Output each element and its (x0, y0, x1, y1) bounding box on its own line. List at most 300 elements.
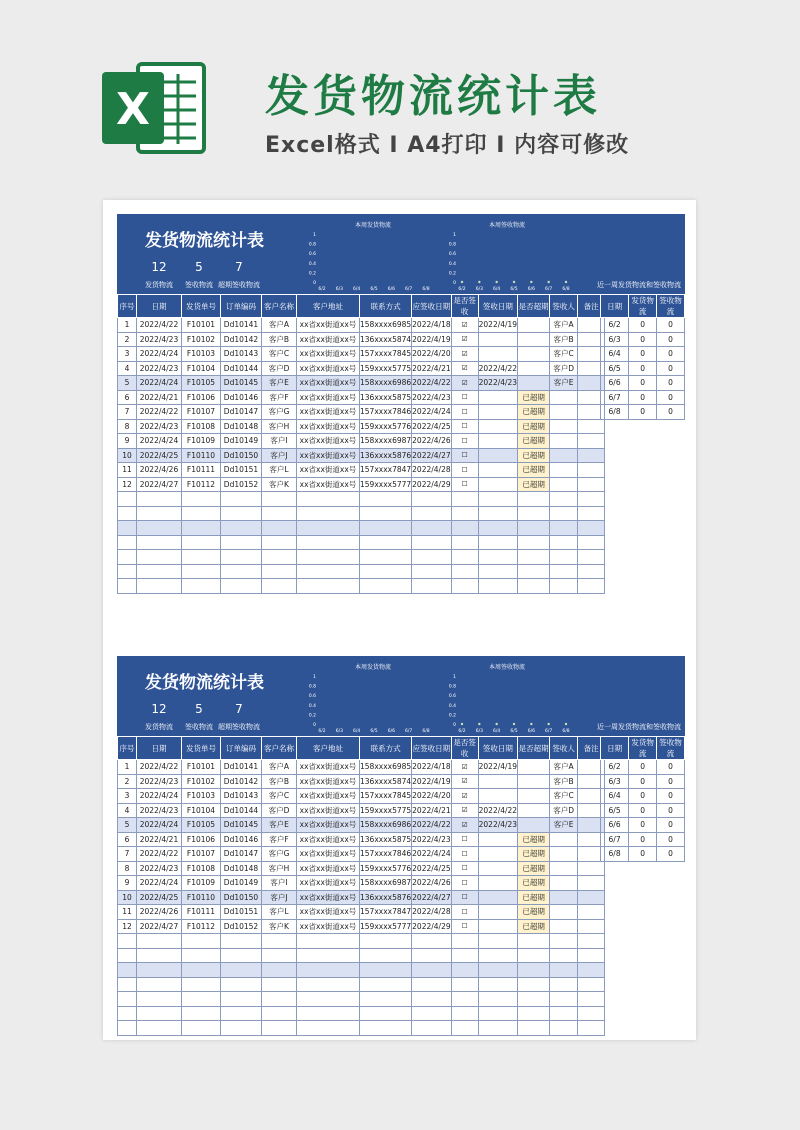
table-cell: 11 (118, 905, 137, 920)
table-cell: 2022/4/22 (478, 803, 517, 818)
signed-checkbox[interactable]: ☑ (451, 818, 478, 833)
table-cell (118, 992, 137, 1007)
stat-label: 签收物流 (185, 281, 213, 289)
signed-checkbox[interactable]: ☐ (451, 434, 478, 449)
table-cell (518, 564, 550, 579)
table-cell: 2022/4/21 (412, 361, 451, 376)
column-header: 序号 (118, 737, 137, 760)
signed-checkbox[interactable]: ☑ (451, 789, 478, 804)
column-header: 备注 (578, 295, 605, 318)
table-cell (412, 1021, 451, 1036)
table-cell: 已超期 (518, 861, 550, 876)
table-row (601, 318, 685, 333)
hero-subtitle: Excel格式 I A4打印 I 内容可修改 (265, 133, 630, 158)
table-cell: 2022/4/23 (478, 376, 517, 391)
table-cell: 0 (657, 760, 685, 775)
table-cell (578, 876, 605, 891)
table-cell (550, 463, 578, 478)
stat-label: 超期签收物流 (218, 281, 260, 289)
table-cell (478, 492, 517, 507)
column-header: 签收日期 (478, 737, 517, 760)
table-cell: 2022/4/26 (137, 905, 182, 920)
empty-row (118, 934, 605, 949)
table-cell: 客户I (262, 434, 297, 449)
table-cell (412, 934, 451, 949)
table-cell (550, 434, 578, 449)
column-header: 日期 (601, 295, 629, 318)
table-cell: Dd10152 (221, 477, 262, 492)
table-cell: 3 (118, 789, 137, 804)
table-cell: F10107 (182, 847, 221, 862)
table-cell (518, 1006, 550, 1021)
table-cell (550, 550, 578, 565)
column-header: 签收物流 (657, 295, 685, 318)
table-cell: 客户C (262, 789, 297, 804)
table-cell (221, 977, 262, 992)
empty-row (118, 992, 605, 1007)
table-cell: 已超期 (518, 477, 550, 492)
table-cell: 159xxxx5776 (360, 861, 412, 876)
table-row (118, 332, 605, 347)
table-cell (182, 564, 221, 579)
table-row (118, 419, 605, 434)
table-cell (518, 1021, 550, 1036)
signed-checkbox[interactable]: ☐ (451, 419, 478, 434)
table-cell: 客户C (550, 789, 578, 804)
table-cell: 客户B (550, 332, 578, 347)
chart-x-tick: 6/4 (353, 729, 361, 734)
table-cell (360, 506, 412, 521)
table-cell (478, 550, 517, 565)
chart-y-tick: 0.6 (448, 252, 456, 258)
table-cell: 8 (118, 861, 137, 876)
table-cell: 已超期 (518, 905, 550, 920)
table-cell: Dd10147 (221, 847, 262, 862)
table-cell: 0 (657, 347, 685, 362)
table-cell: xx省xx街道xx号 (297, 463, 360, 478)
table-cell: 158xxxx6985 (360, 318, 412, 333)
table-cell (297, 1021, 360, 1036)
table-cell (137, 492, 182, 507)
table-cell (182, 934, 221, 949)
table-cell (137, 977, 182, 992)
table-cell (518, 318, 550, 333)
table-cell: xx省xx街道xx号 (297, 905, 360, 920)
table-row (118, 376, 605, 391)
table-cell (412, 492, 451, 507)
table-cell (118, 1006, 137, 1021)
table-row (118, 318, 605, 333)
table-cell: 158xxxx6987 (360, 434, 412, 449)
signed-checkbox[interactable]: ☐ (451, 477, 478, 492)
table-cell (360, 948, 412, 963)
signed-checkbox[interactable]: ☐ (451, 390, 478, 405)
table-cell (550, 948, 578, 963)
table-cell (550, 1006, 578, 1021)
table-cell (182, 963, 221, 978)
table-cell: 客户B (262, 332, 297, 347)
table-cell: xx省xx街道xx号 (297, 405, 360, 420)
table-cell: 2022/4/28 (412, 463, 451, 478)
sheet-title: 发货物流统计表 (145, 673, 264, 693)
signed-checkbox[interactable]: ☑ (451, 774, 478, 789)
table-cell (550, 405, 578, 420)
table-cell: Dd10150 (221, 448, 262, 463)
signed-checkbox[interactable]: ☐ (451, 861, 478, 876)
table-cell: 4 (118, 361, 137, 376)
table-cell: 5 (118, 818, 137, 833)
chart-y-tick: 0 (313, 723, 316, 728)
chart-x-tick: 6/7 (545, 287, 553, 292)
table-cell: 1 (118, 318, 137, 333)
chart-y-tick: 0.4 (308, 703, 316, 709)
column-header: 日期 (137, 737, 182, 760)
table-cell (578, 861, 605, 876)
table-cell: 客户C (550, 347, 578, 362)
table-cell (478, 919, 517, 934)
table-cell: 136xxxx5875 (360, 390, 412, 405)
table-cell (118, 492, 137, 507)
table-cell (478, 347, 517, 362)
table-cell: 2022/4/27 (137, 477, 182, 492)
table-cell (518, 535, 550, 550)
chart-x-tick: 6/7 (405, 729, 413, 734)
table-cell (578, 434, 605, 449)
chart-y-tick: 0.2 (308, 271, 316, 277)
chart-y-tick: 0.2 (448, 713, 456, 719)
table-cell (262, 535, 297, 550)
table-cell (518, 948, 550, 963)
table-cell (550, 963, 578, 978)
signed-checkbox[interactable]: ☑ (451, 760, 478, 775)
table-cell (118, 579, 137, 594)
chart-x-tick: 6/3 (475, 729, 483, 734)
table-cell (118, 977, 137, 992)
chart-x-tick: 6/7 (405, 287, 413, 292)
table-cell: 0 (629, 832, 657, 847)
table-cell (550, 564, 578, 579)
signed-checkbox[interactable]: ☑ (451, 803, 478, 818)
table-cell (221, 948, 262, 963)
table-cell: xx省xx街道xx号 (297, 347, 360, 362)
table-cell (478, 535, 517, 550)
weekly-receipt-chart (442, 222, 572, 292)
table-cell: Dd10141 (221, 760, 262, 775)
table-cell: xx省xx街道xx号 (297, 832, 360, 847)
table-cell (451, 535, 478, 550)
table-cell: F10103 (182, 347, 221, 362)
table-cell (550, 992, 578, 1007)
table-cell: xx省xx街道xx号 (297, 847, 360, 862)
table-cell (578, 448, 605, 463)
table-row (601, 803, 685, 818)
table-cell (412, 535, 451, 550)
column-header: 日期 (601, 737, 629, 760)
hero-title: 发货物流统计表 (265, 71, 601, 122)
table-cell: 159xxxx5775 (360, 803, 412, 818)
table-cell (550, 876, 578, 891)
table-cell: 6/3 (601, 332, 629, 347)
table-cell (478, 847, 517, 862)
table-cell (118, 934, 137, 949)
chart-x-tick: 6/4 (493, 729, 501, 734)
table-cell (518, 803, 550, 818)
table-cell (518, 550, 550, 565)
table-cell: 9 (118, 876, 137, 891)
table-cell: 客户L (262, 905, 297, 920)
table-cell (221, 1006, 262, 1021)
chart-x-tick: 6/6 (387, 729, 395, 734)
signed-checkbox[interactable]: ☐ (451, 919, 478, 934)
table-cell: 5 (118, 376, 137, 391)
signed-checkbox[interactable]: ☑ (451, 376, 478, 391)
table-cell (518, 774, 550, 789)
chart-point (478, 281, 480, 283)
column-header: 应签收日期 (412, 295, 451, 318)
table-cell (578, 506, 605, 521)
table-cell (478, 934, 517, 949)
signed-checkbox[interactable]: ☐ (451, 832, 478, 847)
table-cell (451, 506, 478, 521)
table-cell: 2022/4/23 (137, 419, 182, 434)
table-row (601, 847, 685, 862)
column-header: 联系方式 (360, 295, 412, 318)
table-cell (412, 963, 451, 978)
table-cell (578, 521, 605, 536)
signed-checkbox[interactable]: ☑ (451, 318, 478, 333)
table-cell: 159xxxx5776 (360, 419, 412, 434)
table-cell: 0 (629, 405, 657, 420)
table-cell: 6/6 (601, 818, 629, 833)
table-cell (578, 934, 605, 949)
table-row (118, 803, 605, 818)
table-cell: 客户F (262, 390, 297, 405)
table-cell: 2022/4/18 (412, 318, 451, 333)
table-cell (550, 905, 578, 920)
chart-x-tick: 6/5 (370, 729, 378, 734)
signed-checkbox[interactable]: ☑ (451, 347, 478, 362)
table-cell (518, 992, 550, 1007)
table-cell (518, 963, 550, 978)
table-cell: 2022/4/20 (412, 347, 451, 362)
table-cell (221, 579, 262, 594)
weekly-summary-table (600, 736, 685, 862)
table-cell: 10 (118, 448, 137, 463)
table-cell: Dd10150 (221, 890, 262, 905)
empty-row (118, 535, 605, 550)
sheet-header-bar (117, 214, 685, 294)
table-cell (550, 977, 578, 992)
table-cell: 客户E (550, 818, 578, 833)
table-cell: 0 (629, 347, 657, 362)
table-cell (578, 905, 605, 920)
chart-point (495, 723, 497, 725)
table-cell: 2022/4/27 (412, 448, 451, 463)
empty-row (118, 977, 605, 992)
excel-logo-icon (100, 58, 210, 158)
table-cell: Dd10142 (221, 774, 262, 789)
table-cell (118, 564, 137, 579)
table-cell: 客户E (262, 818, 297, 833)
signed-checkbox[interactable]: ☑ (451, 361, 478, 376)
table-cell: 2022/4/21 (412, 803, 451, 818)
table-cell: 0 (657, 405, 685, 420)
table-cell: 2022/4/22 (137, 760, 182, 775)
table-cell: 2022/4/26 (137, 463, 182, 478)
table-cell: 2022/4/25 (137, 890, 182, 905)
table-cell (360, 1006, 412, 1021)
weekly-summary-table (600, 294, 685, 420)
table-cell: xx省xx街道xx号 (297, 890, 360, 905)
table-row (118, 789, 605, 804)
chart-x-tick: 6/5 (510, 287, 518, 292)
table-cell: F10110 (182, 890, 221, 905)
column-header: 签收日期 (478, 295, 517, 318)
table-cell (478, 579, 517, 594)
table-cell: 6/7 (601, 832, 629, 847)
table-cell (221, 550, 262, 565)
table-cell: 2022/4/24 (137, 376, 182, 391)
column-header: 签收人 (550, 737, 578, 760)
table-cell (578, 564, 605, 579)
table-cell: 6/5 (601, 361, 629, 376)
table-cell: Dd10147 (221, 405, 262, 420)
table-cell (221, 521, 262, 536)
table-cell (262, 977, 297, 992)
table-cell (221, 492, 262, 507)
weekly-receipt-chart (442, 664, 572, 734)
table-row (118, 818, 605, 833)
table-cell (451, 492, 478, 507)
table-cell: F10104 (182, 361, 221, 376)
chart-x-tick: 6/3 (475, 287, 483, 292)
stat-value: 5 (195, 260, 203, 274)
table-cell (137, 535, 182, 550)
table-cell (182, 506, 221, 521)
column-header: 应签收日期 (412, 737, 451, 760)
stat-label: 发货物流 (145, 281, 173, 289)
table-cell (550, 419, 578, 434)
table-row (118, 405, 605, 420)
table-cell: 2022/4/23 (137, 803, 182, 818)
side-caption: 近一周发货物流和签收物流 (597, 281, 681, 289)
table-cell (478, 832, 517, 847)
table-cell: 136xxxx5875 (360, 832, 412, 847)
table-cell: F10106 (182, 390, 221, 405)
table-cell: Dd10152 (221, 919, 262, 934)
table-cell (478, 890, 517, 905)
column-header: 客户名称 (262, 295, 297, 318)
table-cell (518, 579, 550, 594)
table-cell (182, 550, 221, 565)
table-cell: Dd10151 (221, 463, 262, 478)
signed-checkbox[interactable]: ☐ (451, 448, 478, 463)
table-cell (451, 1006, 478, 1021)
table-cell (221, 992, 262, 1007)
chart-x-tick: 6/6 (527, 287, 535, 292)
signed-checkbox[interactable]: ☐ (451, 463, 478, 478)
table-cell: 2022/4/22 (137, 847, 182, 862)
table-cell: Dd10144 (221, 361, 262, 376)
table-cell (578, 492, 605, 507)
column-header: 发货单号 (182, 737, 221, 760)
column-header: 是否签收 (451, 737, 478, 760)
table-cell: 6 (118, 390, 137, 405)
table-cell (518, 521, 550, 536)
table-cell (478, 963, 517, 978)
chart-x-tick: 6/5 (510, 729, 518, 734)
table-cell: 2022/4/25 (412, 419, 451, 434)
table-cell (451, 977, 478, 992)
column-header: 发货单号 (182, 295, 221, 318)
table-cell: 136xxxx5874 (360, 774, 412, 789)
signed-checkbox[interactable]: ☑ (451, 332, 478, 347)
table-cell: 11 (118, 463, 137, 478)
table-cell (360, 521, 412, 536)
table-row (118, 448, 605, 463)
table-cell: 2022/4/24 (137, 347, 182, 362)
table-cell: Dd10141 (221, 318, 262, 333)
table-row (118, 361, 605, 376)
table-cell: F10105 (182, 376, 221, 391)
chart-point (530, 723, 532, 725)
signed-checkbox[interactable]: ☐ (451, 876, 478, 891)
table-cell (137, 521, 182, 536)
signed-checkbox[interactable]: ☐ (451, 405, 478, 420)
table-cell (478, 405, 517, 420)
signed-checkbox[interactable]: ☐ (451, 890, 478, 905)
table-cell: 2022/4/18 (412, 760, 451, 775)
table-cell (550, 477, 578, 492)
table-cell (412, 550, 451, 565)
chart-point (547, 723, 549, 725)
table-cell: 0 (629, 760, 657, 775)
table-cell (578, 550, 605, 565)
table-cell: 2022/4/23 (137, 361, 182, 376)
table-cell: 客户A (262, 760, 297, 775)
chart-x-tick: 6/2 (458, 729, 466, 734)
table-cell (451, 963, 478, 978)
table-cell: 2022/4/22 (137, 405, 182, 420)
signed-checkbox[interactable]: ☐ (451, 905, 478, 920)
table-cell (137, 963, 182, 978)
column-header: 发货物流 (629, 295, 657, 318)
table-cell (451, 1021, 478, 1036)
table-row (118, 390, 605, 405)
chart-point (565, 281, 567, 283)
table-cell: Dd10146 (221, 390, 262, 405)
table-cell: 6/4 (601, 347, 629, 362)
table-cell (262, 564, 297, 579)
table-cell (221, 564, 262, 579)
table-row (118, 905, 605, 920)
table-row (118, 760, 605, 775)
promo-banner (0, 0, 800, 200)
table-cell: 客户A (550, 318, 578, 333)
table-cell: F10110 (182, 448, 221, 463)
table-cell: 客户D (550, 803, 578, 818)
table-cell (550, 390, 578, 405)
chart-title: 本周发货物流 (355, 222, 392, 229)
table-row (118, 434, 605, 449)
table-cell (221, 535, 262, 550)
chart-x-tick: 6/4 (493, 287, 501, 292)
table-cell: 157xxxx7845 (360, 347, 412, 362)
signed-checkbox[interactable]: ☐ (451, 847, 478, 862)
table-cell: Dd10151 (221, 905, 262, 920)
table-cell: 157xxxx7846 (360, 405, 412, 420)
table-cell: F10101 (182, 760, 221, 775)
